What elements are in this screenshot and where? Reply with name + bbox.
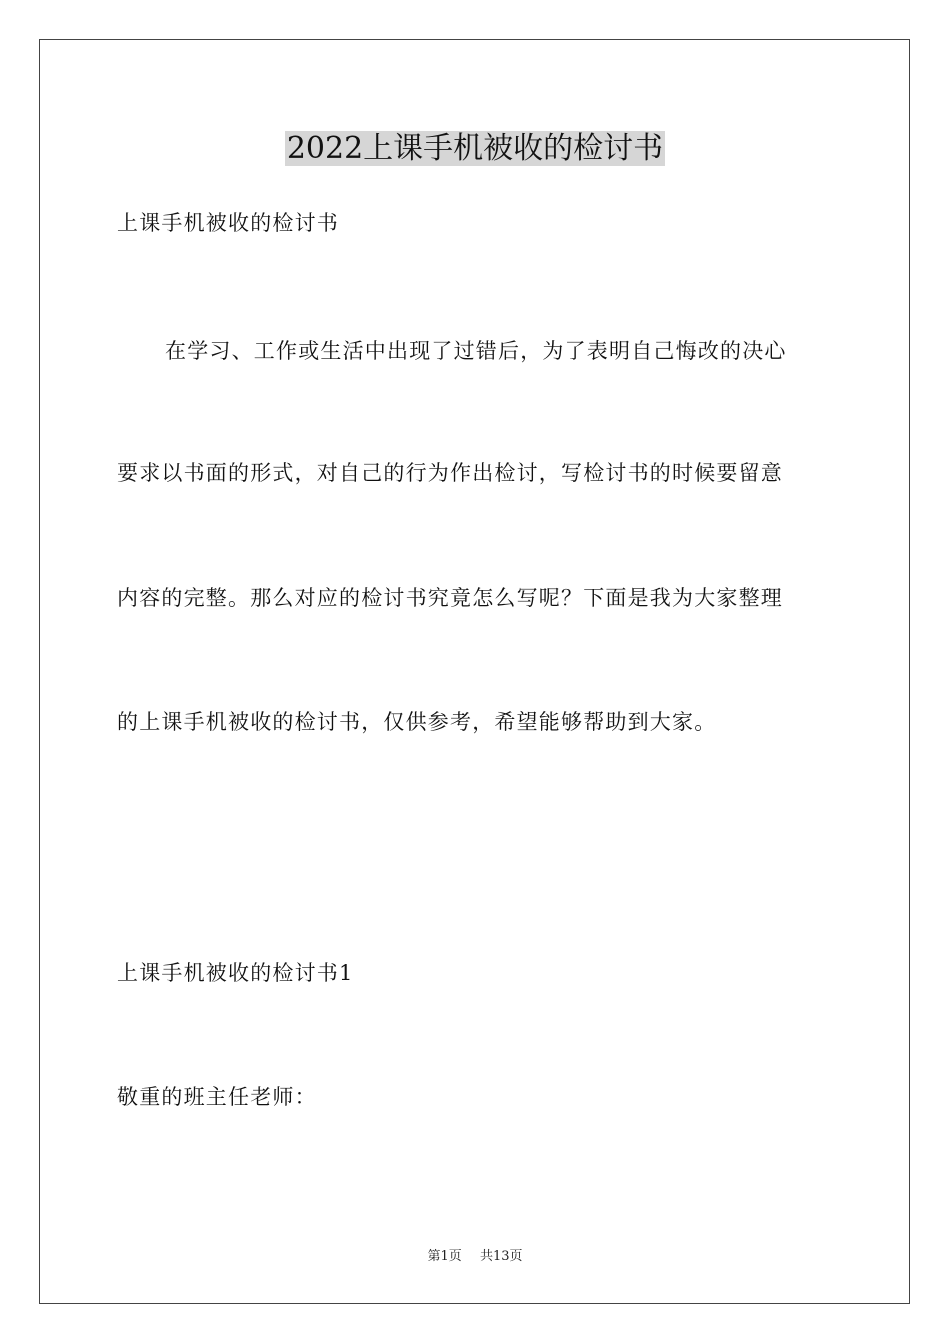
salutation: 敬重的班主任老师： xyxy=(117,1085,317,1109)
document-subtitle: 上课手机被收的检讨书 xyxy=(117,211,339,235)
section-heading: 上课手机被收的检讨书1 xyxy=(117,961,354,985)
page-footer xyxy=(0,1248,950,1266)
intro-line-4: 的上课手机被收的检讨书，仅供参考，希望能够帮助到大家。 xyxy=(117,710,717,734)
page-number-current: 第1页 xyxy=(427,1249,462,1264)
document-title xyxy=(0,128,950,170)
intro-line-1: 在学习、工作或生活中出现了过错后，为了表明自己悔改的决心 xyxy=(165,339,787,363)
document-title-text: 2022上课手机被收的检讨书 xyxy=(286,131,664,166)
intro-line-3: 内容的完整。那么对应的检讨书究竟怎么写呢？下面是我为大家整理 xyxy=(117,586,783,610)
page-number-total: 共13页 xyxy=(479,1249,523,1264)
intro-line-2: 要求以书面的形式，对自己的行为作出检讨，写检讨书的时候要留意 xyxy=(117,461,783,485)
